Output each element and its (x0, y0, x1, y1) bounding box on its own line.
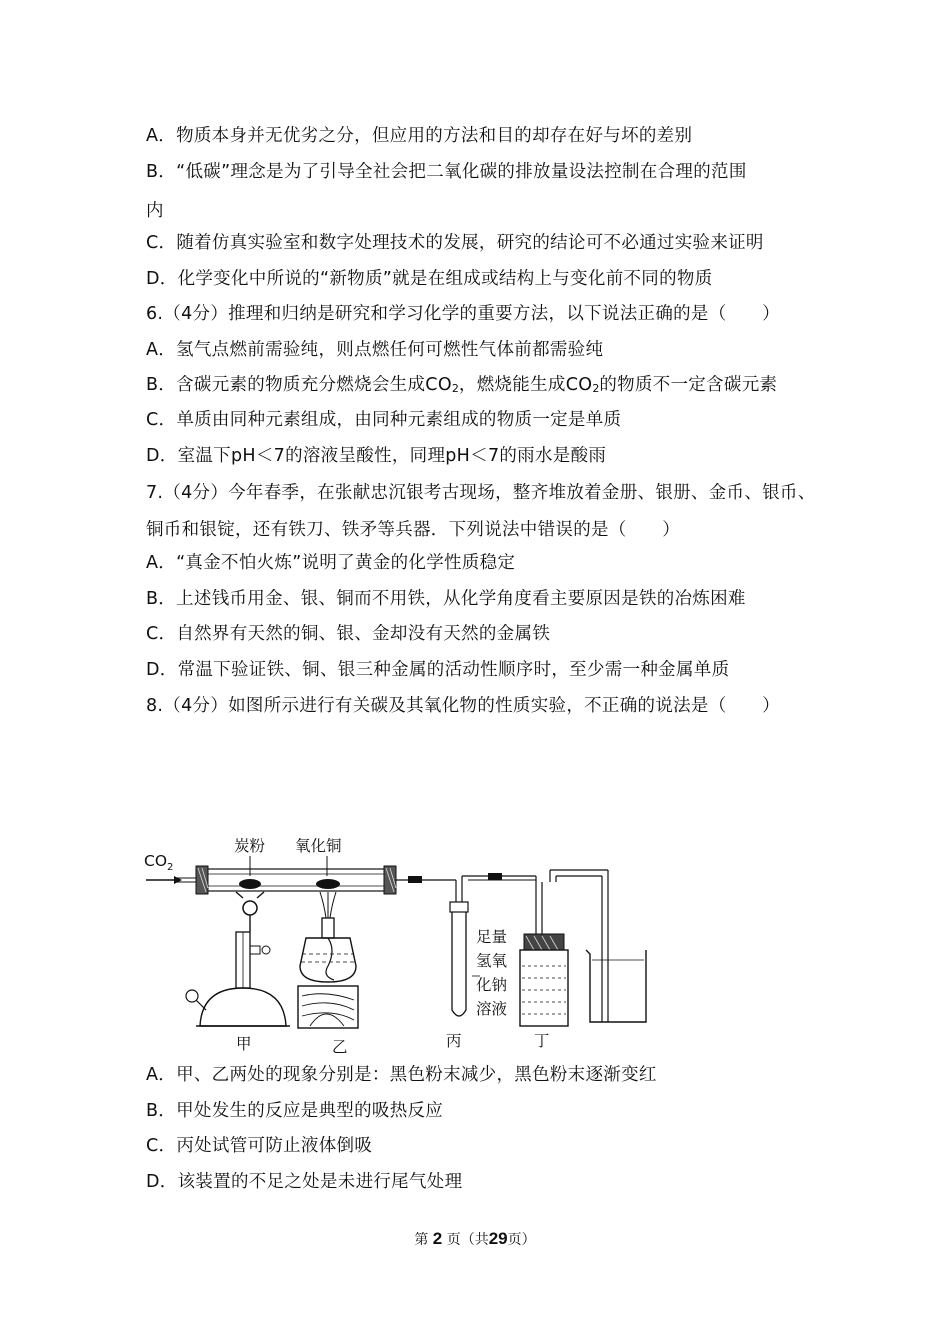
page-footer (0, 1228, 950, 1251)
option-8a: A．甲、乙两处的现象分别是：黑色粉末减少，黑色粉末逐渐变红 (146, 1065, 657, 1085)
beaker (586, 950, 646, 1022)
option-5a: A．物质本身并无优劣之分，但应用的方法和目的却存在好与坏的差别 (146, 126, 693, 146)
option-5b: B．“低碳”理念是为了引导全社会把二氧化碳的排放量设法控制在合理的范围 (146, 162, 747, 182)
copper-oxide-label: 氧化铜 (295, 837, 342, 855)
co2-arrowhead (174, 876, 182, 884)
option-8c: C．丙处试管可防止液体倒吸 (146, 1136, 373, 1156)
footer-prefix: 第 (414, 1232, 429, 1248)
option-8b: B．甲处发生的反应是典型的吸热反应 (146, 1101, 444, 1121)
option-5c: C．随着仿真实验室和数字处理技术的发展，研究的结论可不必通过实验来证明 (146, 233, 764, 253)
option-7a: A．“真金不怕火炼”说明了黄金的化学性质稳定 (146, 553, 516, 573)
option-7d: D．常温下验证铁、铜、银三种金属的活动性顺序时，至少需一种金属单质 (146, 660, 730, 680)
naoh-label-4: 溶液 (476, 1000, 508, 1018)
option-6c: C．单质由同种元素组成，由同种元素组成的物质一定是单质 (146, 410, 622, 430)
footer-suffix: 页） (507, 1232, 536, 1248)
label-ding: 丁 (534, 1032, 550, 1050)
option-6b-part2: ，燃烧能生成CO (458, 375, 593, 395)
question-7-wrap: 铜币和银锭，还有铁刀、铁矛等兵器．下列说法中错误的是（ ） (146, 520, 680, 540)
burner-stand-jia (186, 892, 290, 1026)
question-8: 8.（4分）如图所示进行有关碳及其氧化物的性质实验，不正确的说法是（ ） (146, 696, 780, 716)
option-8d: D．该装置的不足之处是未进行尾气处理 (146, 1172, 463, 1192)
naoh-label-3: 化钠 (476, 976, 508, 994)
option-7b: B．上述钱币用金、银、铜而不用铁，从化学角度看主要原因是铁的冶炼困难 (146, 589, 746, 609)
label-yi: 乙 (332, 1038, 348, 1056)
question-7: 7.（4分）今年春季，在张献忠沉银考古现场，整齐堆放着金册、银册、金币、银币、 (146, 483, 816, 503)
option-5b-wrap: 内 (146, 201, 164, 221)
apparatus-diagram (140, 826, 660, 1056)
carbon-powder-label: 炭粉 (234, 837, 266, 855)
footer-total-pages: 29 (488, 1229, 508, 1248)
option-6b (146, 373, 830, 401)
alcohol-lamp-yi (298, 892, 358, 1028)
naoh-label-1: 足量 (476, 928, 508, 946)
option-6d: D．室温下pH＜7的溶液呈酸性，同理pH＜7的雨水是酸雨 (146, 446, 607, 466)
option-6b-part3: 的物质不一定含碳元素 (599, 375, 778, 395)
option-5d: D．化学变化中所说的“新物质”就是在组成或结构上与变化前不同的物质 (146, 269, 713, 289)
footer-page-number: 2 (432, 1229, 443, 1248)
footer-mid: 页（共 (446, 1232, 489, 1248)
option-6a: A．氢气点燃前需验纯，则点燃任何可燃性气体前都需验纯 (146, 340, 604, 360)
carbon-powder-pile (239, 879, 261, 889)
option-6b-sub2: 2 (592, 382, 600, 395)
label-bing: 丙 (446, 1032, 462, 1050)
option-7c: C．自然界有天然的铜、银、金却没有天然的金属铁 (146, 624, 551, 644)
option-6b-part1: B．含碳元素的物质充分燃烧会生成CO (146, 375, 452, 395)
horizontal-glass-tube (196, 866, 396, 894)
naoh-label-2: 氢氧 (476, 952, 508, 970)
co2-label: $CO_2$ (144, 852, 174, 873)
option-6b-sub1: 2 (451, 382, 459, 395)
label-jia: 甲 (236, 1035, 252, 1053)
apparatus-figure (140, 826, 660, 1056)
gas-bottle-ding (520, 934, 568, 1026)
question-6: 6.（4分）推理和归纳是研究和学习化学的重要方法，以下说法正确的是（ ） (146, 304, 780, 324)
copper-oxide-pile (316, 879, 340, 889)
